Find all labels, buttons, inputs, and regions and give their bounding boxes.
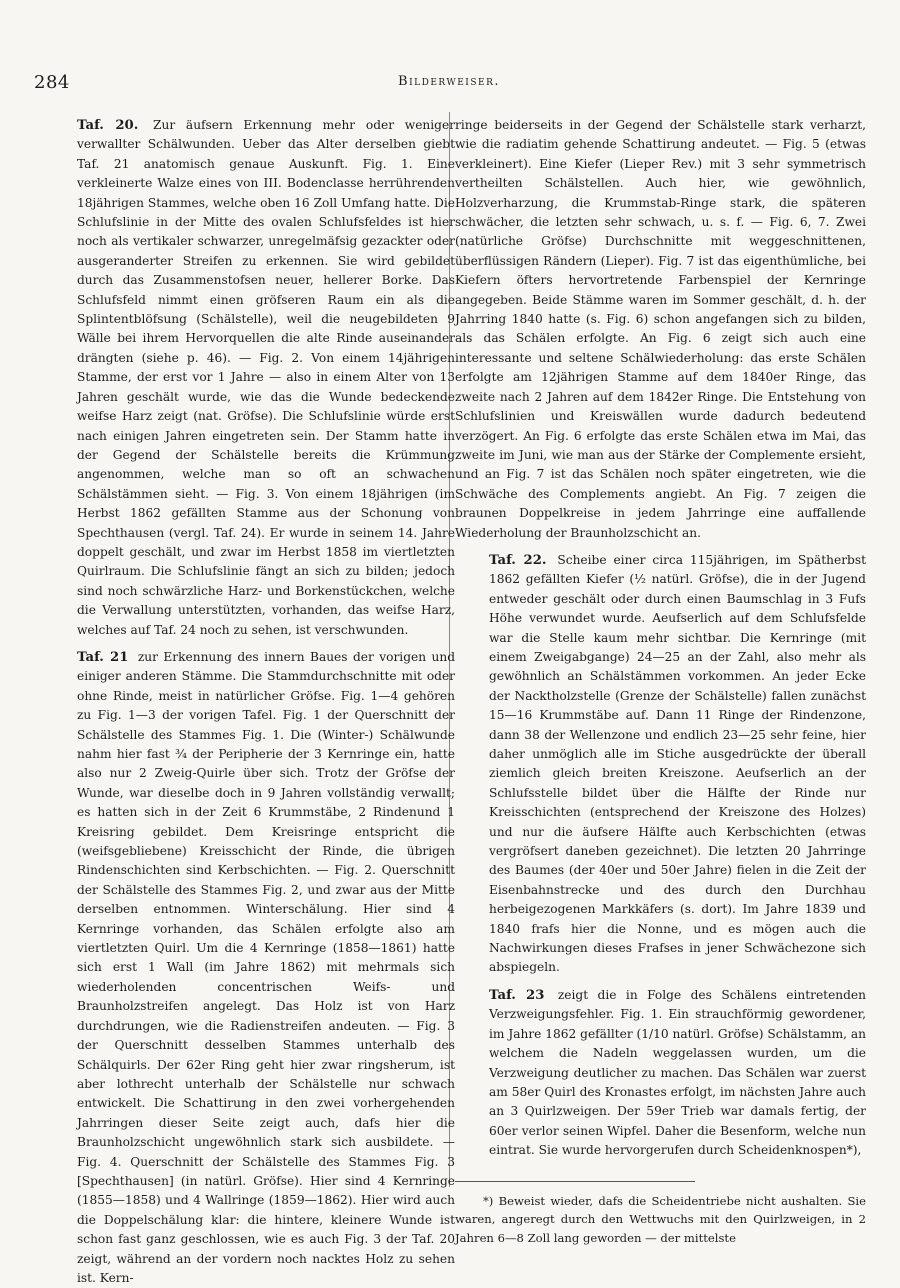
right-column (455, 116, 866, 1247)
paragraph-taf-22 (455, 551, 866, 978)
paragraph-text: zur Erkennung des innern Baues der vorigen und einiger anderen Stämme. Die Stammdurchschnitte mit oder ohne Rinde, meist in natürlicher Gröfse. Fig. 1—4 gehören zu Fig. 1—3 der vorigen Tafel. Fig. 1 der Querschnitt der Schälstelle des Stammes Fig. 1. Die (Winter-) Schälwunde nahm hier fast ¾ der Peripherie der 3 Kernringe ein, hatte also nur 2 Zweig-Quirle über sich. Trotz der Gröfse der Wunde, war dieselbe doch in 9 Jahren vollständig verwallt; es hatten sich in der Zeit 6 Krummstäbe, 2 Rindenund 1 Kreisring gebildet. Dem Kreisringe entspricht die (weifsgebliebene) Kreisschicht der Rinde, die übrigen Rindenschichten sind Kerbschichten. — Fig. 2. Querschnitt der Schälstelle des Stammes Fig. 2, und zwar aus der Mitte derselben entnommen. Winterschälung. Hier sind 4 Kernringe vorhanden, das Schälen erfolgte also am viertletzten Quirl. Um die 4 Kernringe (1858—1861) hatte sich erst 1 Wall (im Jahre 1862) mit mehrmals sich wiederholenden concentrischen Weifs- und Braunholzstreifen angelegt. Das Holz ist von Harz durchdrungen, wie die Radienstreifen andeuten. — Fig. 3 der Querschnitt desselben Stammes unterhalb des Schälquirls. Der 62er Ring geht hier zwar ringsherum, ist aber lothrecht unterhalb der Schälstelle nur schwach entwickelt. Die Schattirung in den zwei vorhergehenden Jahrringen dieser Seite zeigt auch, dafs hier die Braunholzschicht ungewöhnlich stark sich ausbildete. — Fig. 4. Querschnitt der Schälstelle des Stammes Fig. 3 [Spechthausen] (in natürl. Gröfse). Hier sind 4 Kernringe (1855—1858) und 4 Wallringe (1859—1862). Hier wird auch die Doppelschälung klar: die hintere, kleinere Wunde ist schon fast ganz geschlossen, wie es auch Fig. 3 der Taf. 20 zeigt, während an der vordern noch nacktes Holz zu sehen ist. Kern- (77, 649, 455, 1285)
footnote-rule (455, 1181, 695, 1182)
paragraph-text: ringe beiderseits in der Gegend der Schälstelle stark verharzt, wie die radiatim gehende Schattirung andeutet. — Fig. 5 (etwas verkleinert). Eine Kiefer (Lieper Rev.) mit 3 sehr symmetrisch vertheilten Schälstellen. Auch hier, wie gewöhnlich, Holzverharzung, die Krummstab-Ringe stark, die späteren schwächer, die letzten sehr schwach, u. s. f. — Fig. 6, 7. Zwei (natürliche Gröfse) Durchschnitte mit weggeschnittenen, überflüssigen Rändern (Lieper). Fig. 7 ist das eigenthümliche, bei Kiefern öfters hervortretende Farbenspiel der Kernringe angegeben. Beide Stämme waren im Sommer geschält, d. h. der Jahrring 1840 hatte (s. Fig. 6) schon angefangen sich zu bilden, als das Schälen erfolgte. An Fig. 6 zeigt sich auch eine interessante und seltene Schälwiederholung: das erste Schälen erfolgte am 12jährigen Stamme auf dem 1840er Ringe, das zweite nach 2 Jahren auf dem 1842er Ringe. Die Entstehung von Schlufslinien und Kreiswällen wurde dadurch bedeutend verzögert. An Fig. 6 erfolgte das erste Schälen etwa im Mai, das zweite im Juni, wie man aus der Stärke der Complemente ersieht, und an Fig. 7 ist das Schälen noch später eingetreten, wie die Schwäche des Complements angiebt. An Fig. 7 zeigen die braunen Doppelkreise in jedem Jahrringe eine auffallende Wiederholung der Braunholzschicht an. (455, 118, 866, 540)
paragraph-taf-23 (455, 986, 866, 1161)
paragraph-taf-21 (43, 648, 455, 1288)
paragraph-continued (455, 116, 866, 543)
paragraph-text: zeigt die in Folge des Schälens eintretenden Verzweigungsfehler. Fig. 1. Ein strauchförmig gewordener, im Jahre 1862 gefällter (1/10 natürl. Gröfse) Schälstamm, an welchem die Nadeln weggelassen wurden, um die Verzweigung deutlicher zu machen. Das Schälen war zuerst am 58er Quirl des Kronastes erfolgt, im nächsten Jahre auch an 3 Quirlzweigen. Der 59er Trieb war damals fertig, der 60er verlor seinen Wipfel. Daher die Besenform, welche nun eintrat. Sie wurde hervorgerufen durch Scheidenknospen*), (489, 987, 866, 1158)
running-head: Bilderweiser. (398, 74, 500, 89)
plate-label: Taf. 20. (77, 118, 139, 133)
plate-label: Taf. 22. (489, 552, 547, 568)
plate-label: Taf. 21 (77, 649, 129, 665)
left-column (43, 116, 455, 1288)
plate-label: Taf. 23 (489, 987, 545, 1003)
paragraph-taf-20 (43, 116, 455, 640)
paragraph-text: Scheibe einer circa 115jährigen, im Spätherbst 1862 gefällten Kiefer (½ natürl. Gröfse), die in der Jugend entweder geschält oder durch einen Baumschlag in 3 Fufs Höhe verwundet wurde. Aeufserlich auf dem Schlufsfelde war die Stelle kaum mehr sichtbar. Die Kernringe (mit einem Zweigabgange) 24—25 an der Zahl, also mehr als gewöhnlich an Schälstämmen vorkommen. An jeder Ecke der Nacktholzstelle (Grenze der Schälstelle) fallen zunächst 15—16 Krummstäbe auf. Dann 11 Ringe der Rindenzone, dann 38 der Wellenzone und endlich 23—25 sehr feine, hier daher unmöglich alle im Stiche ausgedrückte der überall ziemlich gleich breiten Kreiszone. Aeufserlich an der Schlufsstelle bildet über die Hälfte der Rinde nur Kreisschichten (entsprechend der Kreiszone des Holzes) und nur die äufsere Hälfte auch Kerbschichten (etwas vergröfsert daneben gezeichnet). Die letzten 20 Jahrringe des Baumes (der 40er und 50er Jahre) fielen in die Zeit der Eisenbahnstrecke und des durch den Durchhau herbeigezogenen Markkäfers (s. dort). Im Jahre 1839 und 1840 frafs hier die Nonne, und es mögen auch die Nachwirkungen dieses Frafses in jener Schwächezone sich abspiegeln. (489, 552, 866, 975)
footnote: *) Beweist wieder, dafs die Scheidentriebe nicht aushalten. Sie waren, angeregt durch den Wettwuchs mit den Quirlzweigen, in 2 Jahren 6—8 Zoll lang geworden — der mittelste (455, 1193, 866, 1245)
page-number: 284 (34, 72, 70, 93)
paragraph-text: Zur äufsern Erkennung mehr oder weniger verwallter Schälwunden. Ueber das Alter derselben giebt Taf. 21 anatomisch genaue Auskunft. Fig. 1. Eine verkleinerte Walze eines von III. Bodenclasse herrührenden 18jährigen Stammes, welche oben 16 Zoll Umfang hatte. Die Schlufslinie in der Mitte des ovalen Schlufsfeldes ist hier noch als vertikaler schwarzer, unregelmäfsig gezackter oder ausgeranderter Streifen zu erkennen. Sie wird gebildet durch das Zusammenstofsen neuer, hellerer Borke. Das Schlufsfeld nimmt einen gröfseren Raum ein als die Splintentblöfsung (Schälstelle), weil die neugebildeten 9 Wälle bei ihrem Hervorquellen die alte Rinde auseinander drängten (siehe p. 46). — Fig. 2. Von einem 14jährigen Stamme, der erst vor 1 Jahre — also in einem Alter von 13 Jahren geschält wurde, wie das die Wunde bedeckende weifse Harz zeigt (nat. Gröfse). Die Schlufslinie würde erst nach einigen Jahren eingetreten sein. Der Stamm hatte in der Gegend der Schälstelle bereits die Krümmung angenommen, welche man so oft an schwachen Schälstämmen sieht. — Fig. 3. Von einem 18jährigen (im Herbst 1862 gefällten Stamme aus der Schonung von Spechthausen (vergl. Taf. 24). Er wurde in seinem 14. Jahre doppelt geschält, und zwar im Herbst 1858 im viertletzten Quirlraum. Die Schlufslinie fängt an sich zu bilden; jedoch sind noch schwärzliche Harz- und Borkenstückchen, welche die Verwallung unterstützten, vorhanden, das weifse Harz, welches auf Taf. 24 noch zu sehen, ist verschwunden. (77, 118, 456, 637)
page-header (34, 72, 864, 96)
